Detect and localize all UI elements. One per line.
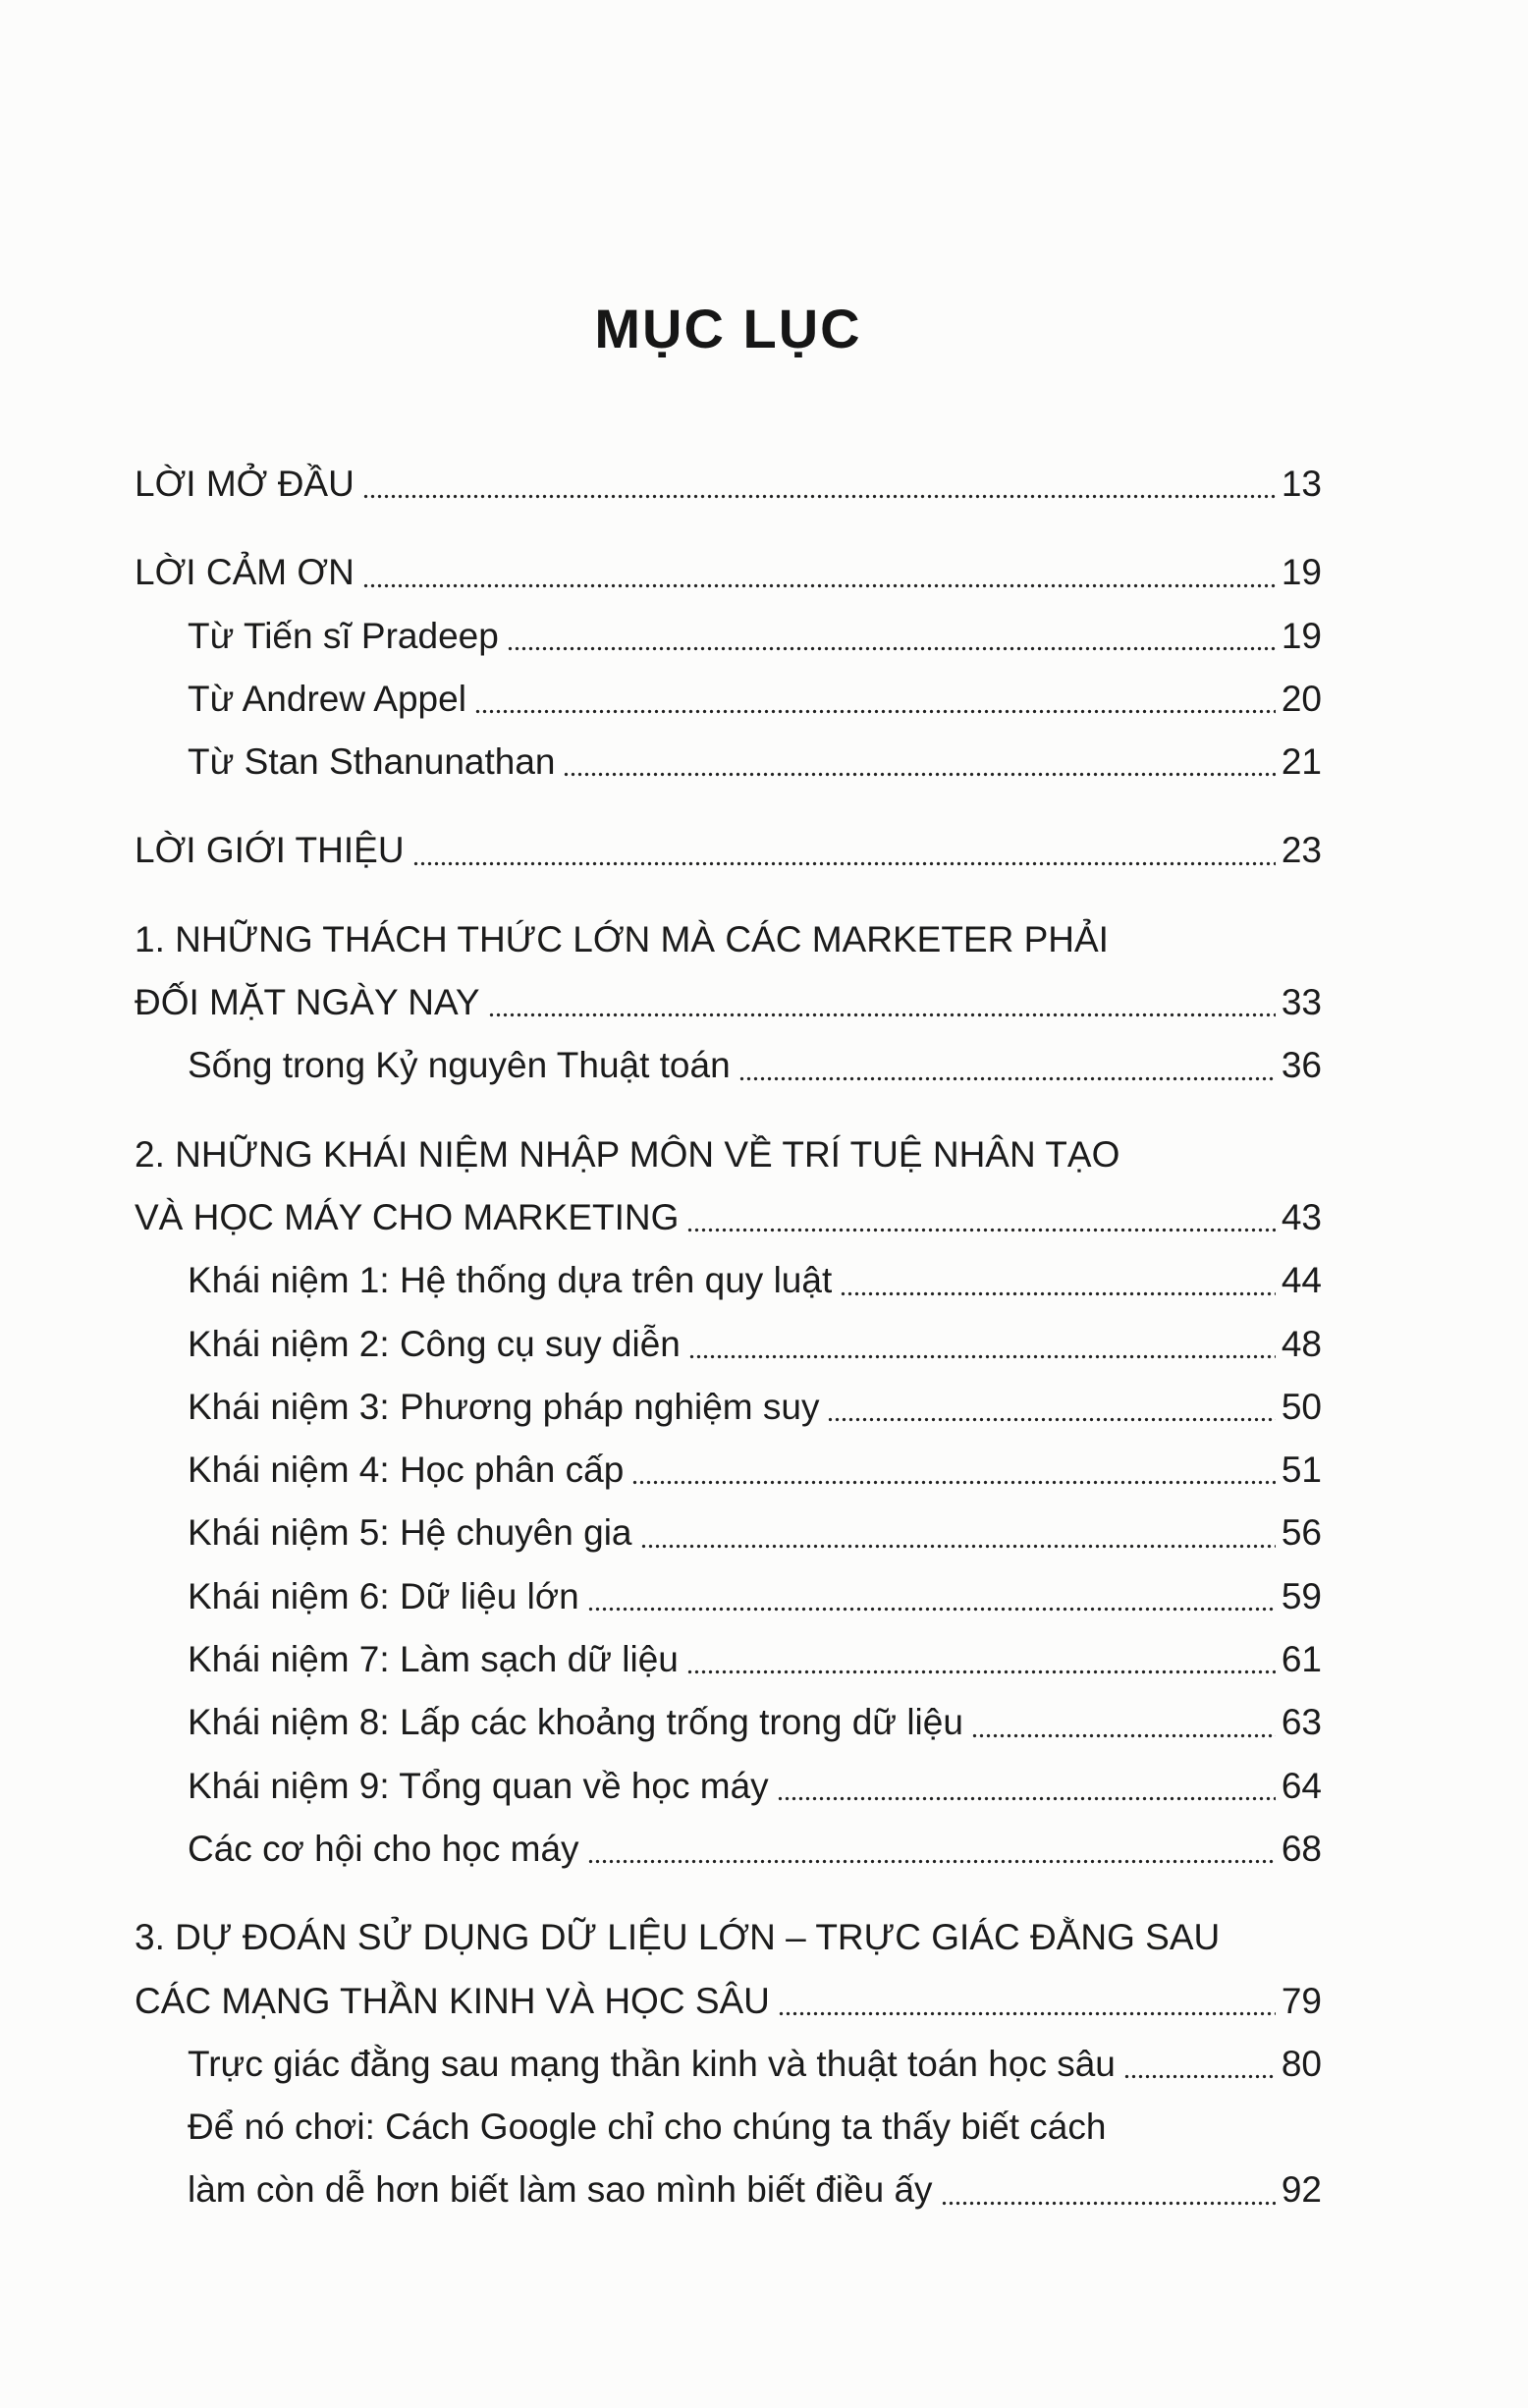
toc-entry-label: Khái niệm 7: Làm sạch dữ liệu xyxy=(188,1639,679,1680)
dot-leader xyxy=(686,1228,1275,1232)
dot-leader xyxy=(631,1480,1276,1485)
toc-page-number: 36 xyxy=(1281,1045,1322,1086)
toc-entry xyxy=(135,1970,1322,2033)
toc-page-number: 92 xyxy=(1281,2169,1322,2211)
dot-leader xyxy=(507,646,1276,651)
dot-leader xyxy=(362,494,1276,499)
toc-page-number: 79 xyxy=(1281,1980,1322,2021)
toc-page-number: 80 xyxy=(1281,2043,1322,2084)
toc-page-number: 43 xyxy=(1281,1196,1322,1237)
toc-page-number: 50 xyxy=(1281,1386,1322,1427)
toc-subentry xyxy=(135,605,1322,668)
toc-entry-line xyxy=(135,1123,1322,1186)
toc-page-number: 51 xyxy=(1281,1450,1322,1491)
dot-leader xyxy=(587,1859,1276,1864)
toc-subentry-line xyxy=(135,2096,1322,2159)
toc-entry-label: 1. NHỮNG THÁCH THỨC LỚN MÀ CÁC MARKETER PHẢI xyxy=(135,918,1109,959)
toc-entry-label: Khái niệm 3: Phương pháp nghiệm suy xyxy=(188,1386,820,1427)
toc-entry-label: Khái niệm 9: Tổng quan về học máy xyxy=(188,1765,769,1806)
toc-page-number: 19 xyxy=(1281,615,1322,656)
toc-entry-label: CÁC MẠNG THẦN KINH VÀ HỌC SÂU xyxy=(135,1980,770,2021)
toc-entry-label: 3. DỰ ĐOÁN SỬ DỤNG DỮ LIỆU LỚN – TRỰC GIÁC ĐẰNG SAU xyxy=(135,1917,1221,1958)
toc-page-number: 63 xyxy=(1281,1702,1322,1743)
table-of-contents xyxy=(135,453,1322,2222)
toc-entry xyxy=(135,1186,1322,1249)
dot-leader xyxy=(640,1544,1276,1549)
toc-subentry xyxy=(135,1439,1322,1502)
toc-entry-label: Khái niệm 1: Hệ thống dựa trên quy luật xyxy=(188,1260,833,1301)
toc-entry-label: Để nó chơi: Cách Google chỉ cho chúng ta thấy biết cách xyxy=(188,2107,1107,2148)
toc-subentry xyxy=(135,2159,1322,2221)
toc-page-number: 61 xyxy=(1281,1639,1322,1680)
toc-entry-label: ĐỐI MẶT NGÀY NAY xyxy=(135,982,480,1023)
toc-entry-label: Khái niệm 4: Học phân cấp xyxy=(188,1450,625,1491)
toc-entry-label: LỜI MỞ ĐẦU xyxy=(135,464,355,504)
dot-leader xyxy=(827,1417,1275,1422)
toc-subentry xyxy=(135,1376,1322,1439)
toc-entry-label: LỜI CẢM ƠN xyxy=(135,552,355,593)
dot-leader xyxy=(362,583,1276,588)
toc-page-number: 13 xyxy=(1281,464,1322,504)
toc-subentry xyxy=(135,1565,1322,1628)
toc-subentry xyxy=(135,1249,1322,1312)
toc-subentry xyxy=(135,1755,1322,1818)
toc-page-number: 20 xyxy=(1281,678,1322,719)
toc-page-number: 56 xyxy=(1281,1512,1322,1554)
toc-entry xyxy=(135,819,1322,882)
toc-entry-label: Từ Andrew Appel xyxy=(188,678,466,719)
toc-subentry xyxy=(135,1691,1322,1754)
toc-entry xyxy=(135,541,1322,604)
dot-leader xyxy=(1123,2074,1276,2079)
dot-leader xyxy=(563,772,1275,777)
dot-leader xyxy=(777,1796,1276,1801)
toc-page-number: 68 xyxy=(1281,1828,1322,1869)
dot-leader xyxy=(474,709,1276,714)
toc-subentry xyxy=(135,668,1322,731)
toc-subentry xyxy=(135,1502,1322,1564)
toc-page-number: 59 xyxy=(1281,1575,1322,1616)
toc-entry-label: Khái niệm 6: Dữ liệu lớn xyxy=(188,1575,579,1616)
toc-entry xyxy=(135,971,1322,1034)
toc-entry-label: 2. NHỮNG KHÁI NIỆM NHẬP MÔN VỀ TRÍ TUỆ NHÂN TẠO xyxy=(135,1133,1120,1175)
dot-leader xyxy=(688,1354,1276,1359)
dot-leader xyxy=(778,2011,1276,2016)
toc-page-number: 44 xyxy=(1281,1260,1322,1301)
toc-subentry xyxy=(135,731,1322,794)
dot-leader xyxy=(488,1012,1276,1017)
toc-page-number: 23 xyxy=(1281,830,1322,871)
toc-entry-label: Khái niệm 2: Công cụ suy diễn xyxy=(188,1323,681,1364)
toc-page-number: 21 xyxy=(1281,741,1322,783)
toc-subentry xyxy=(135,1034,1322,1097)
toc-subentry xyxy=(135,1313,1322,1376)
dot-leader xyxy=(686,1669,1276,1674)
dot-leader xyxy=(587,1607,1276,1612)
toc-entry-label: Khái niệm 8: Lấp các khoảng trống trong dữ liệu xyxy=(188,1702,963,1743)
toc-entry-label: Trực giác đằng sau mạng thần kinh và thuật toán học sâu xyxy=(188,2043,1116,2084)
dot-leader xyxy=(971,1733,1276,1738)
toc-subentry xyxy=(135,2033,1322,2096)
toc-subentry xyxy=(135,1628,1322,1691)
toc-page-number: 48 xyxy=(1281,1323,1322,1364)
page-title: MỤC LỤC xyxy=(594,298,862,359)
toc-entry-line xyxy=(135,908,1322,971)
toc-page-number: 64 xyxy=(1281,1765,1322,1806)
toc-entry xyxy=(135,453,1322,516)
toc-entry-label: Từ Stan Sthanunathan xyxy=(188,741,556,783)
toc-entry-label: Từ Tiến sĩ Pradeep xyxy=(188,615,499,656)
toc-page-number: 19 xyxy=(1281,552,1322,593)
toc-subentry xyxy=(135,1818,1322,1881)
toc-entry-line xyxy=(135,1906,1322,1969)
dot-leader xyxy=(738,1076,1276,1081)
dot-leader xyxy=(412,861,1276,866)
dot-leader xyxy=(941,2201,1276,2206)
toc-entry-label: Các cơ hội cho học máy xyxy=(188,1828,579,1869)
toc-entry-label: VÀ HỌC MÁY CHO MARKETING xyxy=(135,1196,680,1237)
toc-entry-label: Sống trong Kỷ nguyên Thuật toán xyxy=(188,1045,731,1086)
toc-entry-label: LỜI GIỚI THIỆU xyxy=(135,830,405,871)
toc-entry-label: làm còn dễ hơn biết làm sao mình biết điều ấy xyxy=(188,2169,933,2211)
toc-entry-label: Khái niệm 5: Hệ chuyên gia xyxy=(188,1512,632,1554)
toc-page-number: 33 xyxy=(1281,982,1322,1023)
dot-leader xyxy=(840,1291,1276,1296)
